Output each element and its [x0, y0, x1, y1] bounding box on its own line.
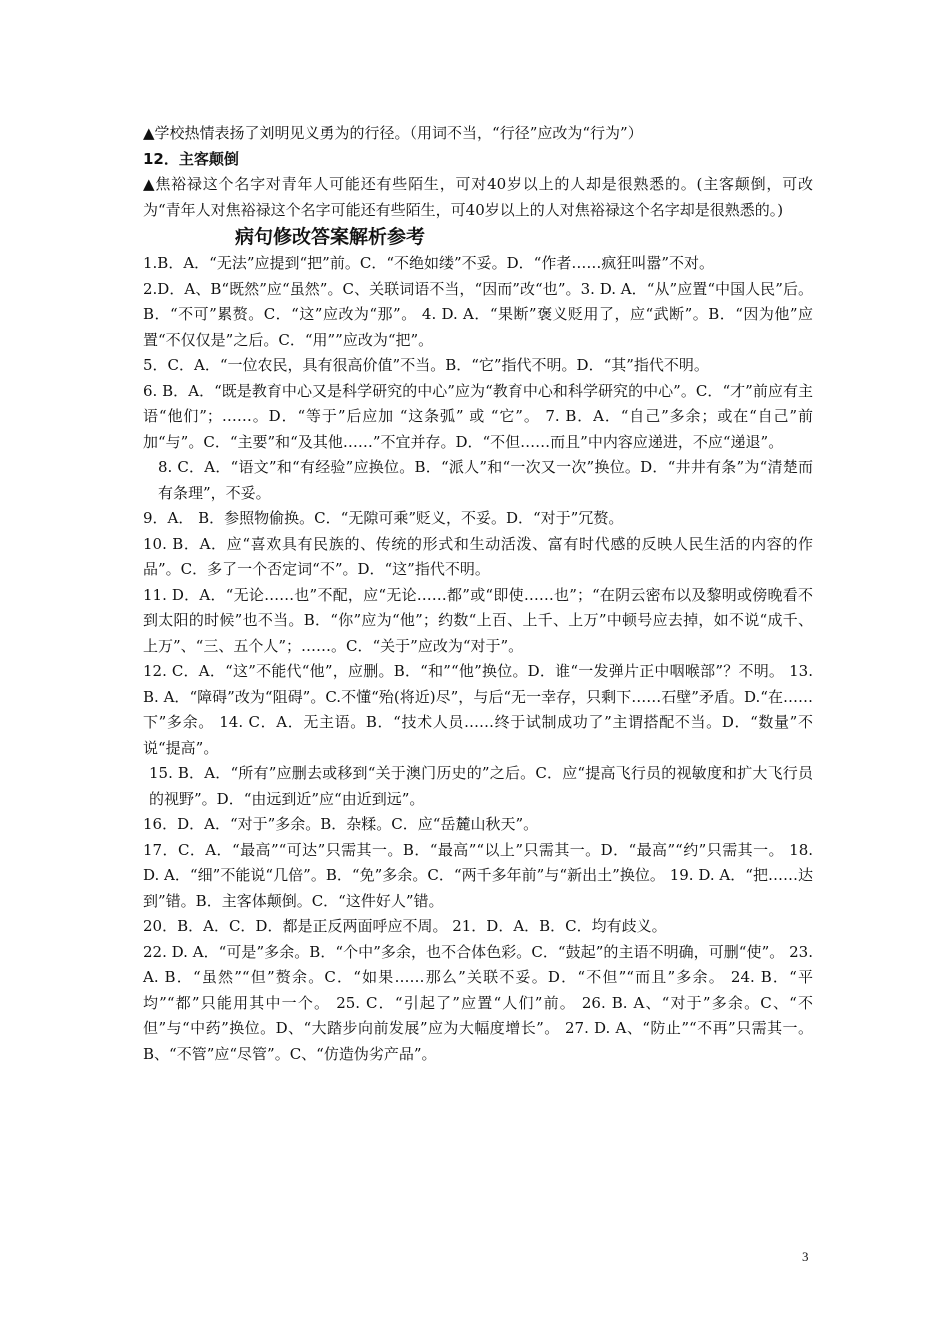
answer-paragraph: 22. D. A．“可是”多余。B．“个中”多余，也不合体色彩。C．“鼓起”的主语不明确，可删“使”。 23. A. B．“虽然”“但”赘余。C．“如果……那么”关联不妥。D．“不但”“而且”多余。 24. B．“平均”“都”只能用其中一个。 25. C．“引起了”应置“人们”前。 26. B. A、“对于”多余。C、“不但”与“中药”换位。D、“大踏步向前发展”应为大幅度增长”。 27. D. A、“防止”“不再”只需其一。B、“不管”应“尽管”。C、“仿造伪劣产品”。	[143, 942, 813, 1063]
page-content	[143, 121, 813, 1067]
example-paragraph: ▲焦裕禄这个名字对青年人可能还有些陌生，可对40岁以上的人却是很熟悉的。(主客颠倒，可改为“青年人对焦裕禄这个名字可能还有些陌生，可40岁以上的人对焦裕禄这个名字却是很熟悉的。)	[143, 175, 813, 219]
answer-paragraph: 5．C．A．“一位农民，具有很高价值”不当。B．“它”指代不明。D．“其”指代不明。	[143, 356, 709, 374]
answer-paragraph: 20．B．A．C．D．都是正反两面呼应不周。 21．D．A．B．C．均有歧义。	[143, 917, 667, 935]
answer-paragraph: 15. B．A．“所有”应删去或移到“关于澳门历史的”之后。C．应“提高飞行员的视敏度和扩大飞行员的视野”。D．“由远到近”应“由近到远”。	[149, 764, 813, 808]
answer-paragraph: 16．D．A．“对于”多余。B．杂糅。C．应“岳麓山秋天”。	[143, 815, 539, 833]
section-title: 病句修改答案解析参考	[235, 226, 426, 248]
answer-paragraph: 9．A． B．参照物偷换。C．“无隙可乘”贬义，不妥。D．“对于”冗赘。	[143, 509, 624, 527]
answer-paragraph: 2.D．A、B“既然”应“虽然”。C、关联词语不当，“因而”改“也”。3. D. A．“从”应置“中国人民”后。B．“不可”累赘。C．“这”应改为“那”。 4. D. A．“果断”褒义贬用了，应“武断”。B．“因为他”应置“不仅仅是”之后。C．“用””应改为“把”。	[143, 279, 813, 349]
answer-paragraph: 1.B．A．“无法”应提到“把”前。C．“不绝如缕”不妥。D．“作者……疯狂叫嚣”不对。	[143, 254, 715, 272]
subheading-subject-object-reversal: 12．主客颠倒	[143, 149, 239, 168]
page-number: 3	[802, 1249, 809, 1264]
answer-paragraph: 6. B．A．“既是教育中心又是科学研究的中心”应为“教育中心和科学研究的中心”。C．“才”前应有主语“他们”；……。D．“等于”后应加 “这条弧” 或 “它”。 7. B．A．“自己”多余；或在“自己”前加“与”。C．“主要”和“及其他……”不宜并存。D．“不但……而且”中内容应递进，不应“递退”。	[143, 381, 813, 451]
answer-paragraph: 8. C．A．“语文”和“有经验”应换位。B．“派人”和“一次又一次”换位。D．“井井有条”为“清楚而有条理”，不妥。	[158, 458, 813, 502]
answer-paragraph: 10. B．A．应“喜欢具有民族的、传统的形式和生动活泼、富有时代感的反映人民生活的内容的作品”。C．多了一个否定词“不”。D．“这”指代不明。	[143, 534, 813, 578]
example-paragraph: ▲学校热情表扬了刘明见义勇为的行径。（用词不当，“行径”应改为“行为”）	[143, 124, 643, 142]
answer-paragraph: 17．C．A．“最高”“可达”只需其一。B．“最高”“以上”只需其一。D．“最高”“约”只需其一。 18. D. A．“细”不能说“几倍”。B．“免”多余。C．“两千多年前”与“新出土”换位。 19. D. A．“把……达到”错。B．主客体颠倒。C．“这件好人”错。	[143, 840, 813, 910]
answer-paragraph: 11. D．A．“无论……也”不配，应“无论……都”或“即使……也”；“在阴云密布以及黎明或傍晚看不到太阳的时候”也不当。B．“你”应为“他”；约数“上百、上千、上万”中顿号应去掉，如不说“成千、上万”、“三、五个人”；……。C．“关于”应改为“对于”。	[143, 585, 813, 655]
answer-paragraph: 12. C．A．“这”不能代“他”，应删。B．“和”“他”换位。D．谁“一发弹片正中咽喉部”？不明。 13. B. A．“障碍”改为“阻碍”。C.不懂“殆(将近)尽”，与后“无一幸存，只剩下……石壁”矛盾。D.“在……下”多余。 14. C．A．无主语。B．“技术人员……终于试制成功了”主谓搭配不当。D．“数量”不说“提高”。	[143, 662, 813, 757]
